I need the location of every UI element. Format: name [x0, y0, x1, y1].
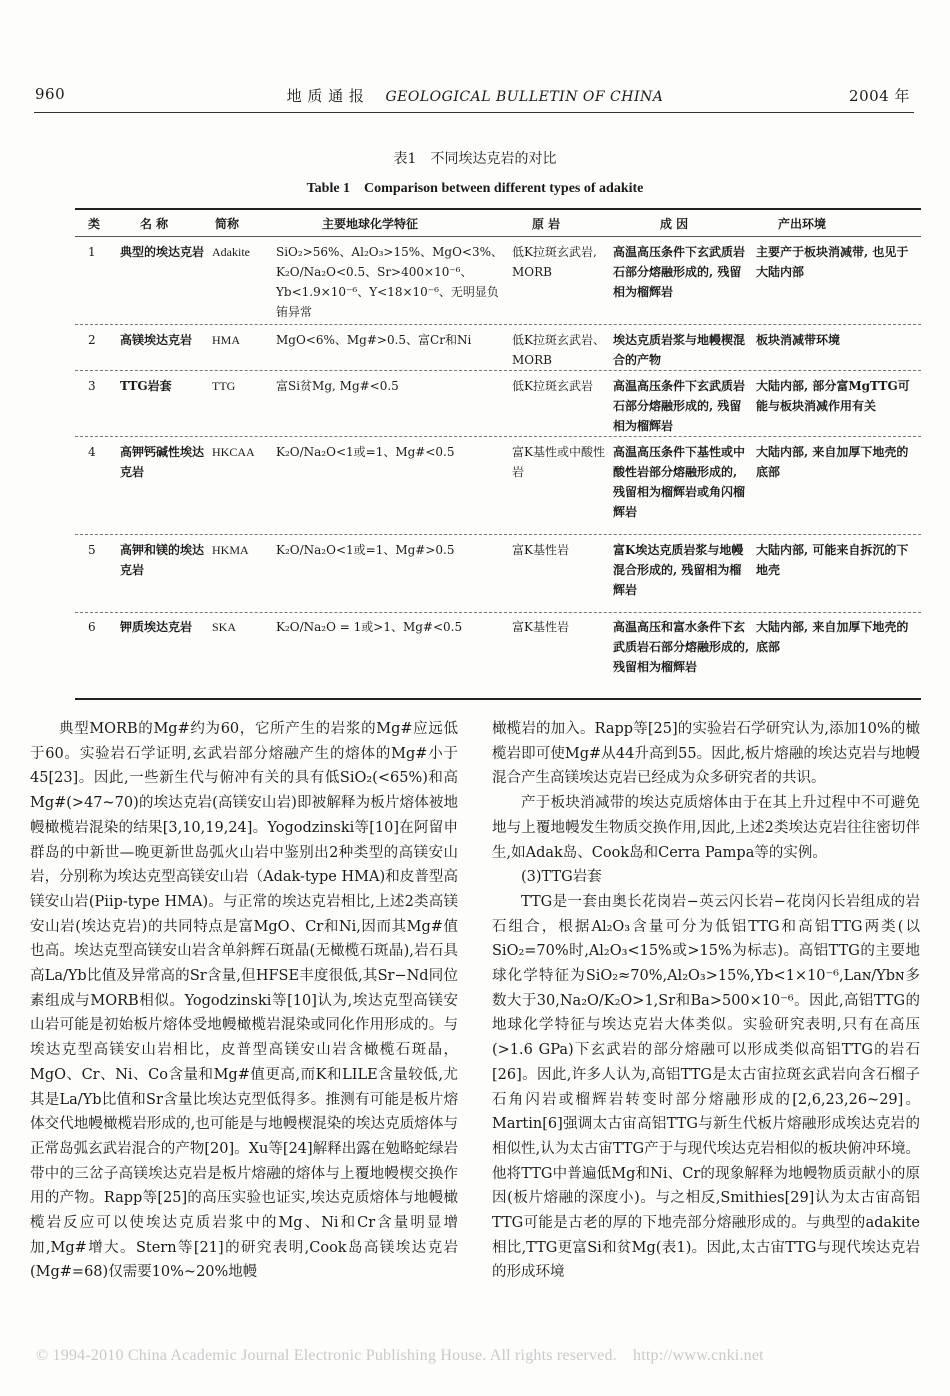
table-bottom-rule [75, 698, 921, 700]
table-header-geochem: 主要地球化学特征 [322, 217, 419, 231]
row-abbr: HKCAA [212, 445, 255, 459]
section-heading: (3)TTG岩套 [521, 869, 602, 886]
row-geochem: 富Si贫Mg, Mg#<0.5 [276, 379, 399, 393]
body-column-right [492, 717, 920, 1285]
row-no: 3 [88, 379, 96, 393]
row-setting: 主要产于板块消减带, 也见于大陆内部 [756, 245, 909, 279]
table-caption-cn: 表1 不同埃达克岩的对比 [393, 151, 557, 167]
row-source: 低K拉斑玄武岩, MORB [512, 245, 597, 279]
publication-year: 2004 年 [849, 87, 910, 105]
row-setting: 大陆内部, 来自加厚下地壳的底部 [756, 445, 909, 479]
row-name: 典型的埃达克岩 [120, 245, 205, 259]
table-header-rule [75, 236, 921, 237]
body-column-left [30, 717, 458, 1285]
journal-title-en: GEOLOGICAL BULLETIN OF CHINA [385, 89, 664, 105]
row-geochem: K₂O/Na₂O = 1或>1、Mg#<0.5 [276, 620, 463, 634]
row-no: 5 [88, 543, 96, 557]
row-divider [75, 534, 921, 535]
row-no: 6 [88, 620, 96, 634]
row-genesis: 高温高压条件下玄武质岩石部分熔融形成的, 残留相为榴辉岩 [613, 245, 746, 299]
table-header-genesis: 成 因 [660, 217, 689, 231]
row-genesis: 高温高压和富水条件下玄武质岩石部分熔融形成的, 残留相为榴辉岩 [613, 620, 750, 674]
row-divider [75, 436, 921, 437]
page-number: 960 [35, 85, 66, 103]
row-divider [75, 370, 921, 371]
table-header-source: 原 岩 [532, 217, 561, 231]
row-source: 低K拉斑玄武岩 [512, 379, 593, 393]
row-name: 高镁埃达克岩 [120, 333, 193, 347]
row-abbr: Adakite [212, 245, 250, 259]
row-name: 钾质埃达克岩 [120, 620, 193, 634]
body-paragraph: 典型MORB的Mg#约为60，它所产生的岩浆的Mg#应远低于60。实验岩石学证明,玄武岩部分熔融产生的熔体的Mg#小于45[23]。因此,一些新生代与俯冲有关的具有低SiO₂(<65%)和高Mg#(>47~70)的埃达克岩(高镁安山岩)即被解释为板片熔体被地幔橄榄岩混染的结果[3,10,19,24]。Yogodzinski等[10]在阿留申群岛的中新世—晚更新世岛弧火山岩中鉴别出2种类型的高镁安山岩，分别称为埃达克型高镁安山岩（Adak-type HMA)和皮普型高镁安山岩(Piip-type HMA)。与正常的埃达克岩相比,上述2类高镁安山岩(埃达克岩)的共同特点是富MgO、Cr和Ni,因而其Mg#值也高。埃达克型高镁安山岩含单斜辉石斑晶(无橄榄石斑晶),岩石具高La/Yb比值及异常高的Sr含量,但HFSE丰度很低,其Sr−Nd同位素组成与MORB相似。Yogodzinski等[10]认为,埃达克型高镁安山岩可能是初始板片熔体受地幔橄榄岩混染或同化作用形成的。与埃达克型高镁安山岩相比，皮普型高镁安山岩含橄榄石斑晶，MgO、Cr、Ni、Co含量和Mg#值更高,而K和LILE含量较低,尤其是La/Yb比值和Sr含量比埃达克型低得多。推测有可能是板片熔体交代地幔橄榄岩形成的,也可能是与地幔楔混染的埃达克质熔体与正常岛弧玄武岩混合的产物[20]。Xu等[24]解释出露在勉略蛇绿岩带中的三岔子高镁埃达克岩是板片熔融的熔体与上覆地幔楔交换作用的产物。Rapp等[25]的高压实验也证实,埃达克质熔体与地幔橄榄岩反应可以使埃达克质岩浆中的Mg、Ni和Cr含量明显增加,Mg#增大。Stern等[21]的研究表明,Cook岛高镁埃达克岩(Mg#=68)仅需要10%~20%地幔 [30, 721, 458, 1281]
table-header-setting: 产出环境 [778, 217, 827, 231]
row-source: 富K基性或中酸性岩 [512, 445, 605, 479]
row-no: 4 [88, 445, 96, 459]
header-rule [34, 112, 914, 113]
row-abbr: SKA [212, 620, 237, 634]
table-header-abbr: 简称 [215, 217, 240, 231]
row-genesis: 富K埃达克质岩浆与地幔混合形成的, 残留相为榴辉岩 [613, 543, 744, 597]
row-abbr: HKMA [212, 543, 249, 557]
row-setting: 板块消减带环境 [756, 333, 841, 347]
row-genesis: 埃达克质岩浆与地幔楔混合的产物 [613, 333, 746, 367]
row-geochem: K₂O/Na₂O<1或=1、Mg#<0.5 [276, 445, 455, 459]
row-geochem: MgO<6%、Mg#>0.5、富Cr和Ni [276, 333, 472, 347]
journal-title-cn: 地 质 通 报 [286, 87, 365, 105]
row-name: TTG岩套 [120, 379, 172, 393]
row-source: 富K基性岩 [512, 620, 569, 634]
row-genesis: 高温高压条件下玄武质岩石部分熔融形成的, 残留相为榴辉岩 [613, 379, 746, 433]
body-paragraph: 产于板块消减带的埃达克质熔体由于在其上升过程中不可避免地与上覆地幔发生物质交换作用,因此,上述2类埃达克岩往往密切伴生,如Adak岛、Cook岛和Cerra Pampa等的实例。 [492, 795, 920, 861]
row-setting: 大陆内部, 部分富MgTTG可能与板块消减作用有关 [756, 379, 910, 413]
row-setting: 大陆内部, 来自加厚下地壳的底部 [756, 620, 909, 654]
row-name: 高钾钙碱性埃达克岩 [120, 445, 205, 479]
table-header-no: 类 [88, 217, 101, 231]
body-paragraph: TTG是一套由奥长花岗岩−英云闪长岩−花岗闪长岩组成的岩石组合，根据Al₂O₃含量可分为低铝TTG和高铝TTG两类(以SiO₂=70%时,Al₂O₃<15%或>15%为标志)。高铝TTG的主要地球化学特征为SiO₂≈70%,Al₂O₃>15%,Yb<1×10⁻⁶,Laɴ/Ybɴ多数大于30,Na₂O/K₂O>1,Sr和Ba>500×10⁻⁶。因此,高铝TTG的地球化学特征与埃达克岩大体类似。实验研究表明,只有在高压(>1.6 GPa)下玄武岩的部分熔融可以形成类似高铝TTG的岩石[26]。因此,许多人认为,高铝TTG是太古宙拉斑玄武岩向含石榴子石角闪岩或榴辉岩转变时部分熔融形成的[2,6,23,26~29]。Martin[6]强调太古宙高铝TTG与新生代板片熔融形成埃达克岩的相似性,认为太古宙TTG产于与现代埃达克岩相似的板块俯冲环境。他将TTG中普遍低Mg和Ni、Cr的现象解释为地幔物质贡献小的原因(板片熔融的深度小)。与之相反,Smithies[29]认为太古宙高铝TTG可能是古老的厚的下地壳部分熔融形成的。与典型的adakite相比,TTG更富Si和贫Mg(表1)。因此,太古宙TTG与现代埃达克岩的形成环境 [492, 893, 920, 1281]
copyright-footer: © 1994-2010 China Academic Journal Electronic Publishing House. All rights reserved. http://www.cnki.net [36, 1347, 764, 1364]
body-paragraph: 橄榄岩的加入。Rapp等[25]的实验岩石学研究认为,添加10%的橄榄岩即可使Mg#从44升高到55。因此,板片熔融的埃达克岩与地幔混合产生高镁埃达克岩已经成为众多研究者的共识。 [492, 721, 920, 787]
row-divider [75, 612, 921, 613]
row-divider [75, 324, 921, 325]
table-header-name: 名 称 [140, 217, 169, 231]
row-genesis: 高温高压条件下基性或中酸性岩部分熔融形成的, 残留相为榴辉岩或角闪榴辉岩 [613, 445, 746, 519]
row-source: 低K拉斑玄武岩、MORB [512, 333, 605, 367]
row-setting: 大陆内部, 可能来自拆沉的下地壳 [756, 543, 909, 577]
row-geochem: K₂O/Na₂O<1或=1、Mg#>0.5 [276, 543, 455, 557]
journal-title [0, 85, 950, 106]
table-top-rule [75, 208, 921, 210]
row-geochem: SiO₂>56%、Al₂O₃>15%、MgO<3%、K₂O/Na₂O<0.5、Sr>400×10⁻⁶、Yb<1.9×10⁻⁶、Y<18×10⁻⁶、无明显负铕异常 [276, 245, 504, 319]
row-name: 高钾和镁的埃达克岩 [120, 543, 205, 577]
row-source: 富K基性岩 [512, 543, 569, 557]
row-no: 2 [88, 333, 96, 347]
row-abbr: TTG [212, 379, 236, 393]
table-caption-en: Table 1 Comparison between different types of adakite [306, 181, 644, 196]
row-abbr: HMA [212, 333, 241, 347]
row-no: 1 [88, 245, 96, 259]
